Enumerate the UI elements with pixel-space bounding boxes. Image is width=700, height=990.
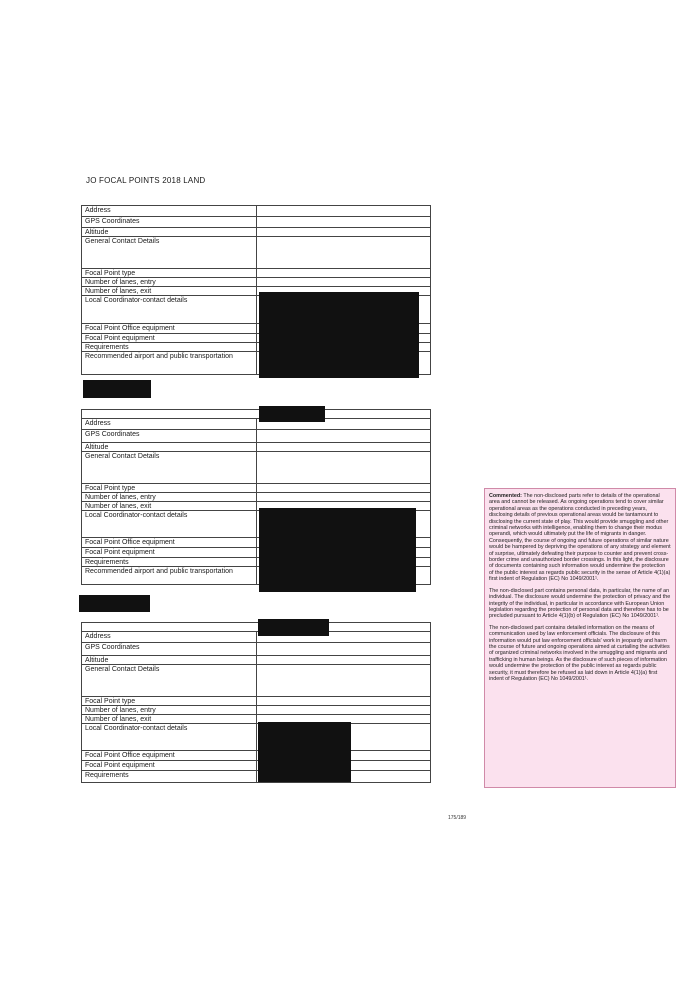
row-label: Focal Point equipment xyxy=(82,334,257,342)
form-row xyxy=(82,228,430,237)
row-label: Address xyxy=(82,632,257,642)
redaction-block xyxy=(258,722,351,782)
row-label: Requirements xyxy=(82,771,257,782)
row-label xyxy=(82,410,257,418)
row-label: Address xyxy=(82,419,257,429)
form-row xyxy=(82,656,430,665)
redaction-block xyxy=(259,508,416,592)
redaction-block xyxy=(258,619,329,636)
form-row xyxy=(82,665,430,697)
form-row xyxy=(82,237,430,269)
row-label: Altitude xyxy=(82,443,257,451)
form-row xyxy=(82,771,430,782)
row-label: GPS Coordinates xyxy=(82,430,257,442)
form-row xyxy=(82,632,430,643)
row-label: Focal Point type xyxy=(82,697,257,705)
row-label: Altitude xyxy=(82,228,257,236)
form-row xyxy=(82,715,430,724)
comment-paragraph xyxy=(489,493,671,583)
row-label xyxy=(82,623,257,631)
row-label: Number of lanes, exit xyxy=(82,715,257,723)
row-label: Requirements xyxy=(82,343,257,351)
row-label: Focal Point Office equipment xyxy=(82,324,257,333)
comment-paragraph xyxy=(489,625,671,683)
form-row xyxy=(82,206,430,217)
row-label: Focal Point type xyxy=(82,484,257,492)
row-label: Recommended airport and public transportation xyxy=(82,352,257,374)
form-row xyxy=(82,697,430,706)
form-row xyxy=(82,643,430,656)
row-label: General Contact Details xyxy=(82,665,257,696)
row-label: Number of lanes, exit xyxy=(82,502,257,510)
form-row xyxy=(82,623,430,632)
row-label: Number of lanes, exit xyxy=(82,287,257,295)
redaction-block xyxy=(83,380,151,398)
row-label: Focal Point type xyxy=(82,269,257,277)
form-row xyxy=(82,443,430,452)
row-label: Number of lanes, entry xyxy=(82,706,257,714)
form-row xyxy=(82,452,430,484)
review-comment xyxy=(484,488,676,788)
row-label: GPS Coordinates xyxy=(82,217,257,227)
form-row xyxy=(82,706,430,715)
row-label: Focal Point equipment xyxy=(82,548,257,557)
form-row xyxy=(82,430,430,443)
row-label: Altitude xyxy=(82,656,257,664)
row-label: Local Coordinator-contact details xyxy=(82,724,257,750)
page-title: JO FOCAL POINTS 2018 LAND xyxy=(86,176,206,185)
focal-point-form-3 xyxy=(81,622,431,783)
row-label: General Contact Details xyxy=(82,237,257,268)
row-label: GPS Coordinates xyxy=(82,643,257,655)
form-row xyxy=(82,484,430,493)
form-row xyxy=(82,493,430,502)
redaction-block xyxy=(259,292,419,378)
row-label: Recommended airport and public transportation xyxy=(82,567,257,584)
row-label: Focal Point equipment xyxy=(82,761,257,770)
form-row xyxy=(82,278,430,287)
row-label: Address xyxy=(82,206,257,216)
page-number: 175/189 xyxy=(448,815,467,821)
comment-text: The non-disclosed part contains detailed information on the means of communication used by law enforcement officials. The disclosure of this information would put law enforcement officials' work in jeopardy and harm the course of future and ongoing operations aimed at curtailing the activities of organized criminal networks involved in the smuggling and migrants and trafficking in human beings. As the disclosure of such pieces of information would undermine the protection of the public interest as regards public security, it must therefore be refused as laid down in Article 4(1)(a) first indent of Regulation (EC) No 1049/2001¹. xyxy=(489,624,670,682)
row-label: Local Coordinator-contact details xyxy=(82,296,257,323)
form-row xyxy=(82,419,430,430)
row-label: Requirements xyxy=(82,558,257,566)
comment-paragraph xyxy=(489,588,671,620)
redaction-block xyxy=(79,595,150,612)
form-row xyxy=(82,410,430,419)
comment-text: The non-disclosed parts refer to details of the operational area and cannot be released. As ongoing operations tend to cover similar operational areas as the operations conducted in preceding years, disclosing details of previous operational areas would be tantamount to disclosing the current state of play. This would provide smuggling and other criminal networks with intelligence, enabling them to change their modus operandi, which would ultimately put the life of migrants in danger. Consequently, the course of ongoing and future operations of similar nature would be hampered by depriving the operations of any strategy and element of surprise, ultimately defeating their purpose to counter and prevent cross-border crime and unauthorized border crossings. In this light, the disclosure of documents containing such information would undermine the protection of the public interest as regards public security in the sense of Article 4(1)(a) first indent of Regulation (EC) No 1049/2001¹. xyxy=(489,493,671,583)
form-row xyxy=(82,751,430,761)
form-row xyxy=(82,217,430,228)
redaction-block xyxy=(259,406,325,422)
form-row xyxy=(82,724,430,751)
comment-text: The non-disclosed part contains personal data, in particular, the name of an individual. The disclosure would undermine the protection of privacy and the integrity of the individual, in particular in accordance with European Union legislation regarding the protection of personal data and therefore has to be precluded pursuant to Article 4(1)(b) of Regulation (EC) No 1049/2001¹. xyxy=(489,587,671,620)
form-row xyxy=(82,269,430,278)
row-label: General Contact Details xyxy=(82,452,257,483)
row-label: Number of lanes, entry xyxy=(82,278,257,286)
form-row xyxy=(82,761,430,771)
comment-heading: Commented: xyxy=(489,493,522,499)
row-label: Focal Point Office equipment xyxy=(82,751,257,760)
row-label: Number of lanes, entry xyxy=(82,493,257,501)
row-label: Focal Point Office equipment xyxy=(82,538,257,547)
row-label: Local Coordinator-contact details xyxy=(82,511,257,537)
